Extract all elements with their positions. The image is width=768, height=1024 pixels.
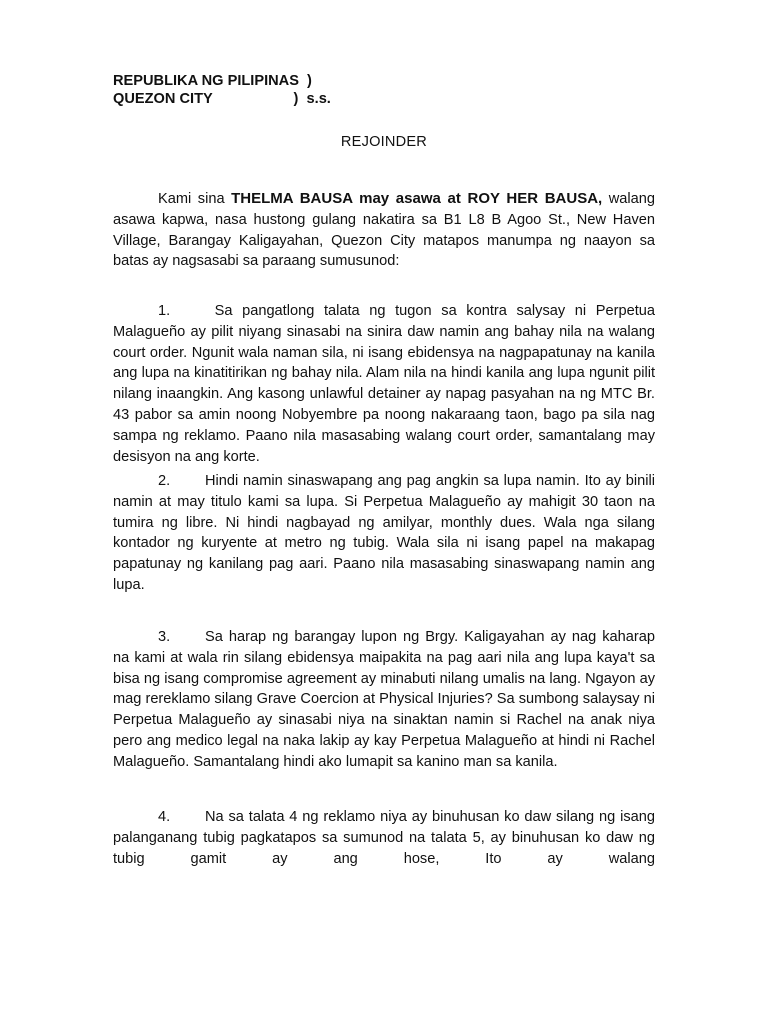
paragraph-number: 3. <box>158 629 171 645</box>
intro-lead: Kami sina <box>158 191 232 207</box>
paragraph-text: Na sa talata 4 ng reklamo niya ay binuhusan ko daw silang ng isang palanganang tubig pagkatapos sa sumunod na talata 5, ay binuhusan ko daw ng tubig gamit ay ang hose, Ito ay walang <box>113 809 655 867</box>
paragraph-number: 2. <box>158 473 171 489</box>
paragraph-4 <box>113 807 655 869</box>
paragraph-number: 1. <box>158 303 171 319</box>
paragraph-text: Sa harap ng barangay lupon ng Brgy. Kaligayahan ay nag kaharap na kami at wala rin silang ebidensya maipakita na pag aari nila ang lupa kaya't sa bisa ng isang compromise agreement ay minabuti nilang umalis na lang. Ngayon ay mag rereklamo silang Grave Coercion at Physical Injuries? Sa sumbong salaysay ni Perpetua Malagueño ay sinasabi niya na sinaktan namin si Rachel na anak niya pero ang medico legal na naka lakip ay kay Perpetua Malagueño at hindi ni Rachel Malagueño. Samantalang hindi ako lumapit sa kanino man sa kanila. <box>113 629 655 770</box>
paragraph-2 <box>113 471 655 596</box>
caption-city-line: QUEZON CITY ) s.s. <box>113 91 331 107</box>
paragraph-1 <box>113 301 655 467</box>
caption-block <box>113 72 331 108</box>
intro-paragraph <box>113 189 655 272</box>
intro-rest: walang asawa kapwa, nasa hustong gulang nakatira sa B1 L8 B Agoo St., New Haven Village, Barangay Kaligayahan, Quezon City matapos manumpa ng naayon sa batas ay nagsasabi sa paraang sumusunod: <box>113 191 655 270</box>
caption-republic-line: REPUBLIKA NG PILIPINAS ) <box>113 73 312 89</box>
paragraph-3 <box>113 627 655 773</box>
document-title: REJOINDER <box>340 134 428 150</box>
paragraph-text: Sa pangatlong talata ng tugon sa kontra salysay ni Perpetua Malagueño ay pilit niyang sinasabi na sinira daw namin ang bahay nila na walang court order. Ngunit wala naman sila, ni isang ebidensya na nagpapatunay na kanila ang lupa na kinatitirikan ng bahay nila. Alam nila na hindi kanila ang lupa ngunit pilit nilang inaangkin. Ang kasong unlawful detainer ay napag pasyahan na ng MTC Br. 43 pabor sa amin noong Nobyembre pa noong nakaraang taon, bago pa sila nag sampa ng reklamo. Paano nila masasabing walang court order, samantalang may desisyon na ang korte. <box>113 303 655 465</box>
paragraph-text: Hindi namin sinaswapang ang pag angkin sa lupa namin. Ito ay binili namin at may titulo kami sa lupa. Si Perpetua Malagueño ay mahigit 30 taon na tumira ng libre. Ni hindi nagbayad ng amilyar, monthly dues. Wala nga silang kontador ng kuryente at metro ng tubig. Wala sila ni isang papel na makapag papatunay ng kanilang pag aari. Paano nila masasabing sinaswapang namin ang lupa. <box>113 473 655 593</box>
intro-names: THELMA BAUSA may asawa at ROY HER BAUSA, <box>231 190 603 207</box>
paragraph-number: 4. <box>158 809 171 825</box>
